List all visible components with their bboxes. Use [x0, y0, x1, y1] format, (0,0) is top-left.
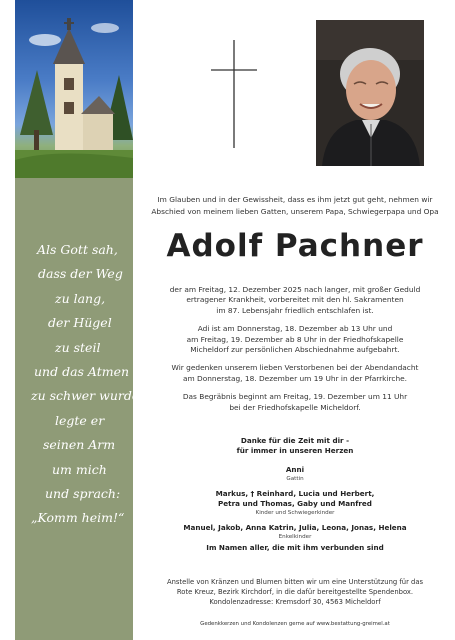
mourner-names: Markus, † Reinhard, Lucia und Herbert, [215, 489, 375, 498]
paragraph [150, 392, 440, 413]
mourner-relation: Kinder und Schwiegerkinder [255, 510, 335, 516]
footer-link[interactable]: www.bestattung-greimel.at [316, 621, 390, 627]
intro-text [150, 194, 440, 217]
text-line: bei der Friedhofskapelle Micheldorf. [229, 402, 361, 412]
mourner-names: Anni [285, 465, 305, 474]
text-line: Adi ist am Donnerstag, 18. Dezember ab 13 Uhr und [197, 324, 393, 334]
donation-text [150, 577, 440, 607]
mourner-names: Petra und Thomas, Gaby und Manfred [218, 499, 372, 508]
donation-line: Anstelle von Kränzen und Blumen bitten wir um eine Unterstützung für das [166, 578, 424, 586]
mourner-group [150, 465, 440, 483]
text-line: im 87. Lebensjahr friedlich entschlafen ist. [216, 305, 374, 315]
paragraph [150, 285, 440, 316]
poem-line: Als Gott sah, [37, 242, 118, 257]
thanks-line: für immer in unseren Herzen [236, 446, 354, 455]
mourner-names: Manuel, Jakob, Anna Katrin, Julia, Leona, Jonas, Helena [183, 523, 407, 532]
text-line: am Donnerstag, 18. Dezember um 19 Uhr in der Pfarrkirche. [182, 373, 408, 383]
text-line: Das Begräbnis beginnt am Freitag, 19. Dezember um 11 Uhr [182, 392, 408, 402]
poem-line: legte er [55, 412, 105, 428]
poem-line: dass der Weg [38, 266, 123, 282]
intro-line: Im Glauben und in der Gewissheit, dass es ihm jetzt gut geht, nehmen wir [157, 195, 433, 204]
announcement-text [150, 285, 440, 421]
paragraph [150, 363, 440, 384]
poem-line: zu steil [55, 339, 101, 355]
cross-icon [210, 38, 258, 150]
poem-line: zu lang, [55, 290, 106, 306]
poem-line: der Hügel [48, 315, 112, 331]
church-illustration [15, 0, 133, 178]
sidebar-panel [15, 0, 144, 640]
footer-text: Gedenkkerzen und Kondolenzen gerne auf [200, 621, 315, 627]
poem-line: zu schwer wurde, [31, 388, 144, 404]
poem-line: seinen Arm [43, 437, 116, 453]
mourner-relation: Gattin [286, 476, 304, 482]
closing-text: Im Namen aller, die mit ihm verbunden sind [206, 543, 384, 552]
text-line: ertragener Krankheit, vorbereitet mit den hl. Sakramenten [186, 295, 404, 305]
mourner-group [150, 489, 440, 517]
poem-line: und sprach: [45, 486, 121, 502]
footer [150, 621, 440, 627]
paragraph [150, 324, 440, 355]
mourners-list [150, 465, 440, 547]
condolence-address: Kondolenzadresse: Kremsdorf 30, 4563 Micheldorf [209, 598, 381, 606]
thanks-line: Danke für die Zeit mit dir - [240, 436, 350, 445]
deceased-name: Adolf Pachner [166, 228, 424, 264]
mourner-group [150, 523, 440, 541]
poem [15, 238, 144, 531]
text-line: der am Freitag, 12. Dezember 2025 nach langer, mit großer Geduld [169, 285, 421, 294]
donation-line: Rote Kreuz, Bezirk Kirchdorf, in die dafür bereitgestellte Spendenbox. [176, 588, 414, 596]
text-line: Micheldorf zur persönlichen Abschiednahme aufgebahrt. [190, 345, 400, 355]
church-photo [15, 0, 133, 178]
portrait-photo [316, 20, 424, 166]
text-line: am Freitag, 19. Dezember ab 8 Uhr in der Friedhofskapelle [186, 334, 404, 344]
poem-line: und das Atmen [34, 364, 130, 380]
intro-line: Abschied von meinem lieben Gatten, unserem Papa, Schwiegerpapa und Opa [151, 206, 439, 216]
poem-line: „Komm heim!“ [31, 510, 125, 526]
mourner-relation: Enkelkinder [278, 534, 312, 540]
thanks-text [150, 436, 440, 456]
poem-line: um mich [52, 461, 107, 477]
text-line: Wir gedenken unserem lieben Verstorbenen bei der Abendandacht [171, 363, 419, 373]
